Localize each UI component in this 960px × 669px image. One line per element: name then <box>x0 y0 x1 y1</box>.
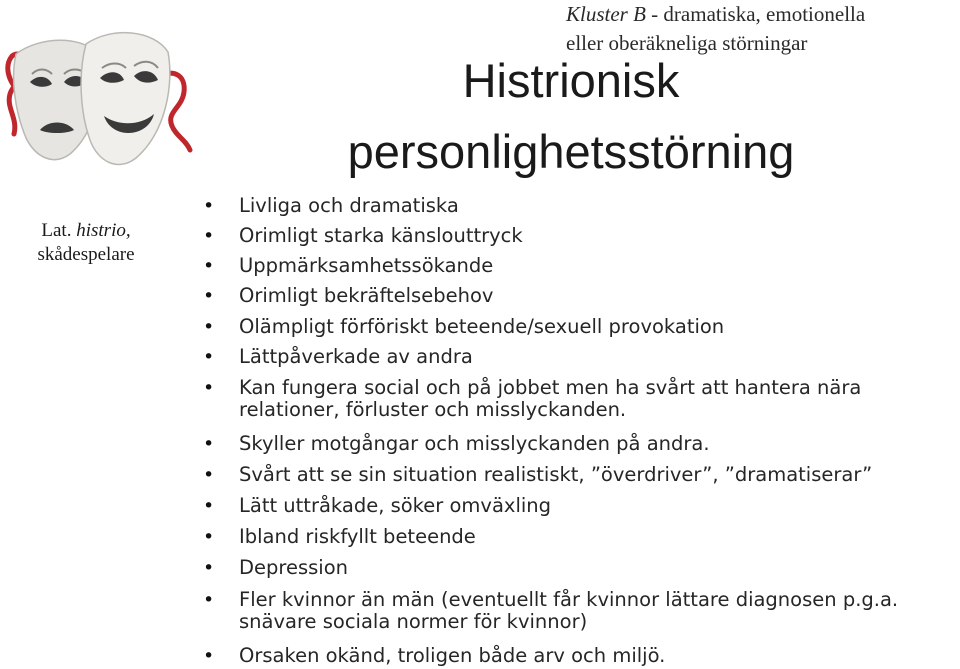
list-item: • Kan fungera social och på jobbet men ha svårt att hantera nära relationer, förluster och misslyckanden. <box>239 377 955 421</box>
list-item: • Svårt att se sin situation realistiskt, ”överdriver”, ”dramatiserar” <box>239 464 955 486</box>
list-item: • Uppmärksamhetssökande <box>239 255 955 277</box>
list-item: • Orimligt starka känslouttryck <box>239 225 955 247</box>
list-item: • Skyller motgångar och misslyckanden på andra. <box>239 433 955 455</box>
cluster-description-line-1: - dramatiska, emotionella <box>645 2 866 26</box>
etymology-note <box>0 219 172 267</box>
theatre-masks-image <box>0 22 196 187</box>
comedy-mask <box>81 33 170 165</box>
page-title-line-2: personlighetsstörning <box>347 125 795 178</box>
list-item: • Fler kvinnor än män (eventuellt får kvinnor lättare diagnosen p.g.a. snävare sociala normer för kvinnor) <box>239 589 955 633</box>
etymology-prefix: Lat. <box>41 220 77 241</box>
list-item: • Ibland riskfyllt beteende <box>239 526 955 548</box>
cluster-description-line-2: eller oberäkneliga störningar <box>566 31 808 55</box>
list-item: • Lätt uttråkade, söker omväxling <box>239 495 955 517</box>
etymology-meaning: skådespelare <box>37 244 135 265</box>
list-item: • Depression <box>239 557 955 579</box>
list-item: • Olämpligt förföriskt beteende/sexuell provokation <box>239 316 955 338</box>
list-item: • Livliga och dramatiska <box>239 195 955 217</box>
page-title-line-1: Histrionisk <box>462 54 680 107</box>
etymology-latin-word: histrio, <box>76 220 131 241</box>
list-item: • Orsaken okänd, troligen både arv och miljö. <box>239 645 955 667</box>
cluster-tag: Kluster B <box>566 2 646 26</box>
list-item: • Lättpåverkade av andra <box>239 346 955 368</box>
list-item: • Orimligt bekräftelsebehov <box>239 285 955 307</box>
